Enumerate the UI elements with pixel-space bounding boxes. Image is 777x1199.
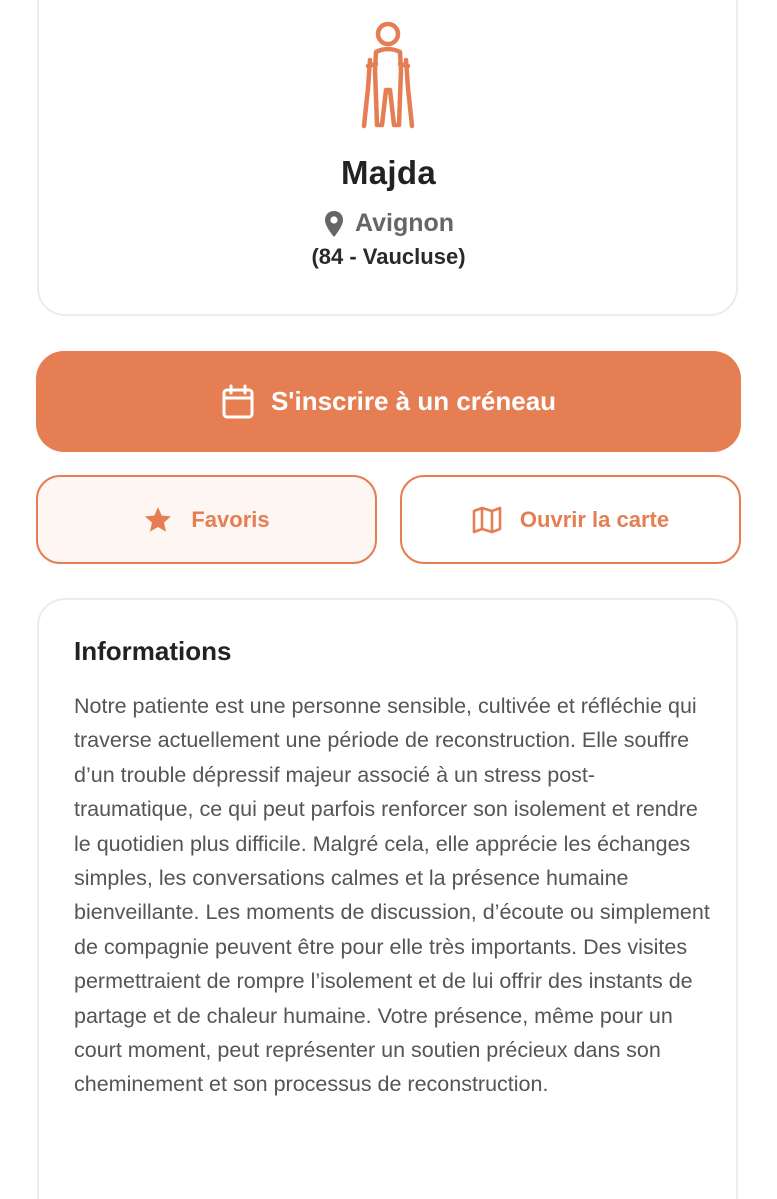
- favorites-label: Favoris: [191, 506, 270, 532]
- map-pin-icon: [323, 210, 345, 238]
- person-with-crutches-icon: [348, 20, 428, 130]
- signup-slot-label: S'inscrire à un créneau: [270, 386, 557, 416]
- profile-name: Majda: [340, 154, 437, 191]
- open-map-label: Ouvrir la carte: [519, 506, 670, 532]
- info-title: Informations: [74, 636, 232, 666]
- calendar-icon: [221, 384, 255, 420]
- star-icon: [143, 505, 173, 535]
- favorites-button[interactable]: [36, 475, 377, 564]
- location-row: [0, 209, 777, 238]
- city-label: Avignon: [354, 209, 455, 237]
- department-label: (84 - Vaucluse): [311, 244, 466, 269]
- info-description: Notre patiente est une personne sensible, cultivée et réfléchie qui traverse actuellement une période de reconstruction. Elle souffre d’un trouble dépressif majeur associé à un stress post-traumatique, ce qui peut parfois renforcer son isolement et rendre le quotidien plus difficile. Malgré cela, elle apprécie les échanges simples, les conversations calmes et la présence humaine bienveillante. Les moments de discussion, d’écoute ou simplement de compagnie peuvent être pour elle très importants. Des visites permettraient de rompre l’isolement et de lui offrir des instants de partage et de chaleur humaine. Votre présence, même pour un court moment, peut représenter un soutien précieux dans son cheminement et son processus de reconstruction.: [74, 694, 710, 1097]
- signup-slot-button[interactable]: [36, 351, 741, 452]
- map-icon: [472, 505, 502, 535]
- open-map-button[interactable]: [400, 475, 741, 564]
